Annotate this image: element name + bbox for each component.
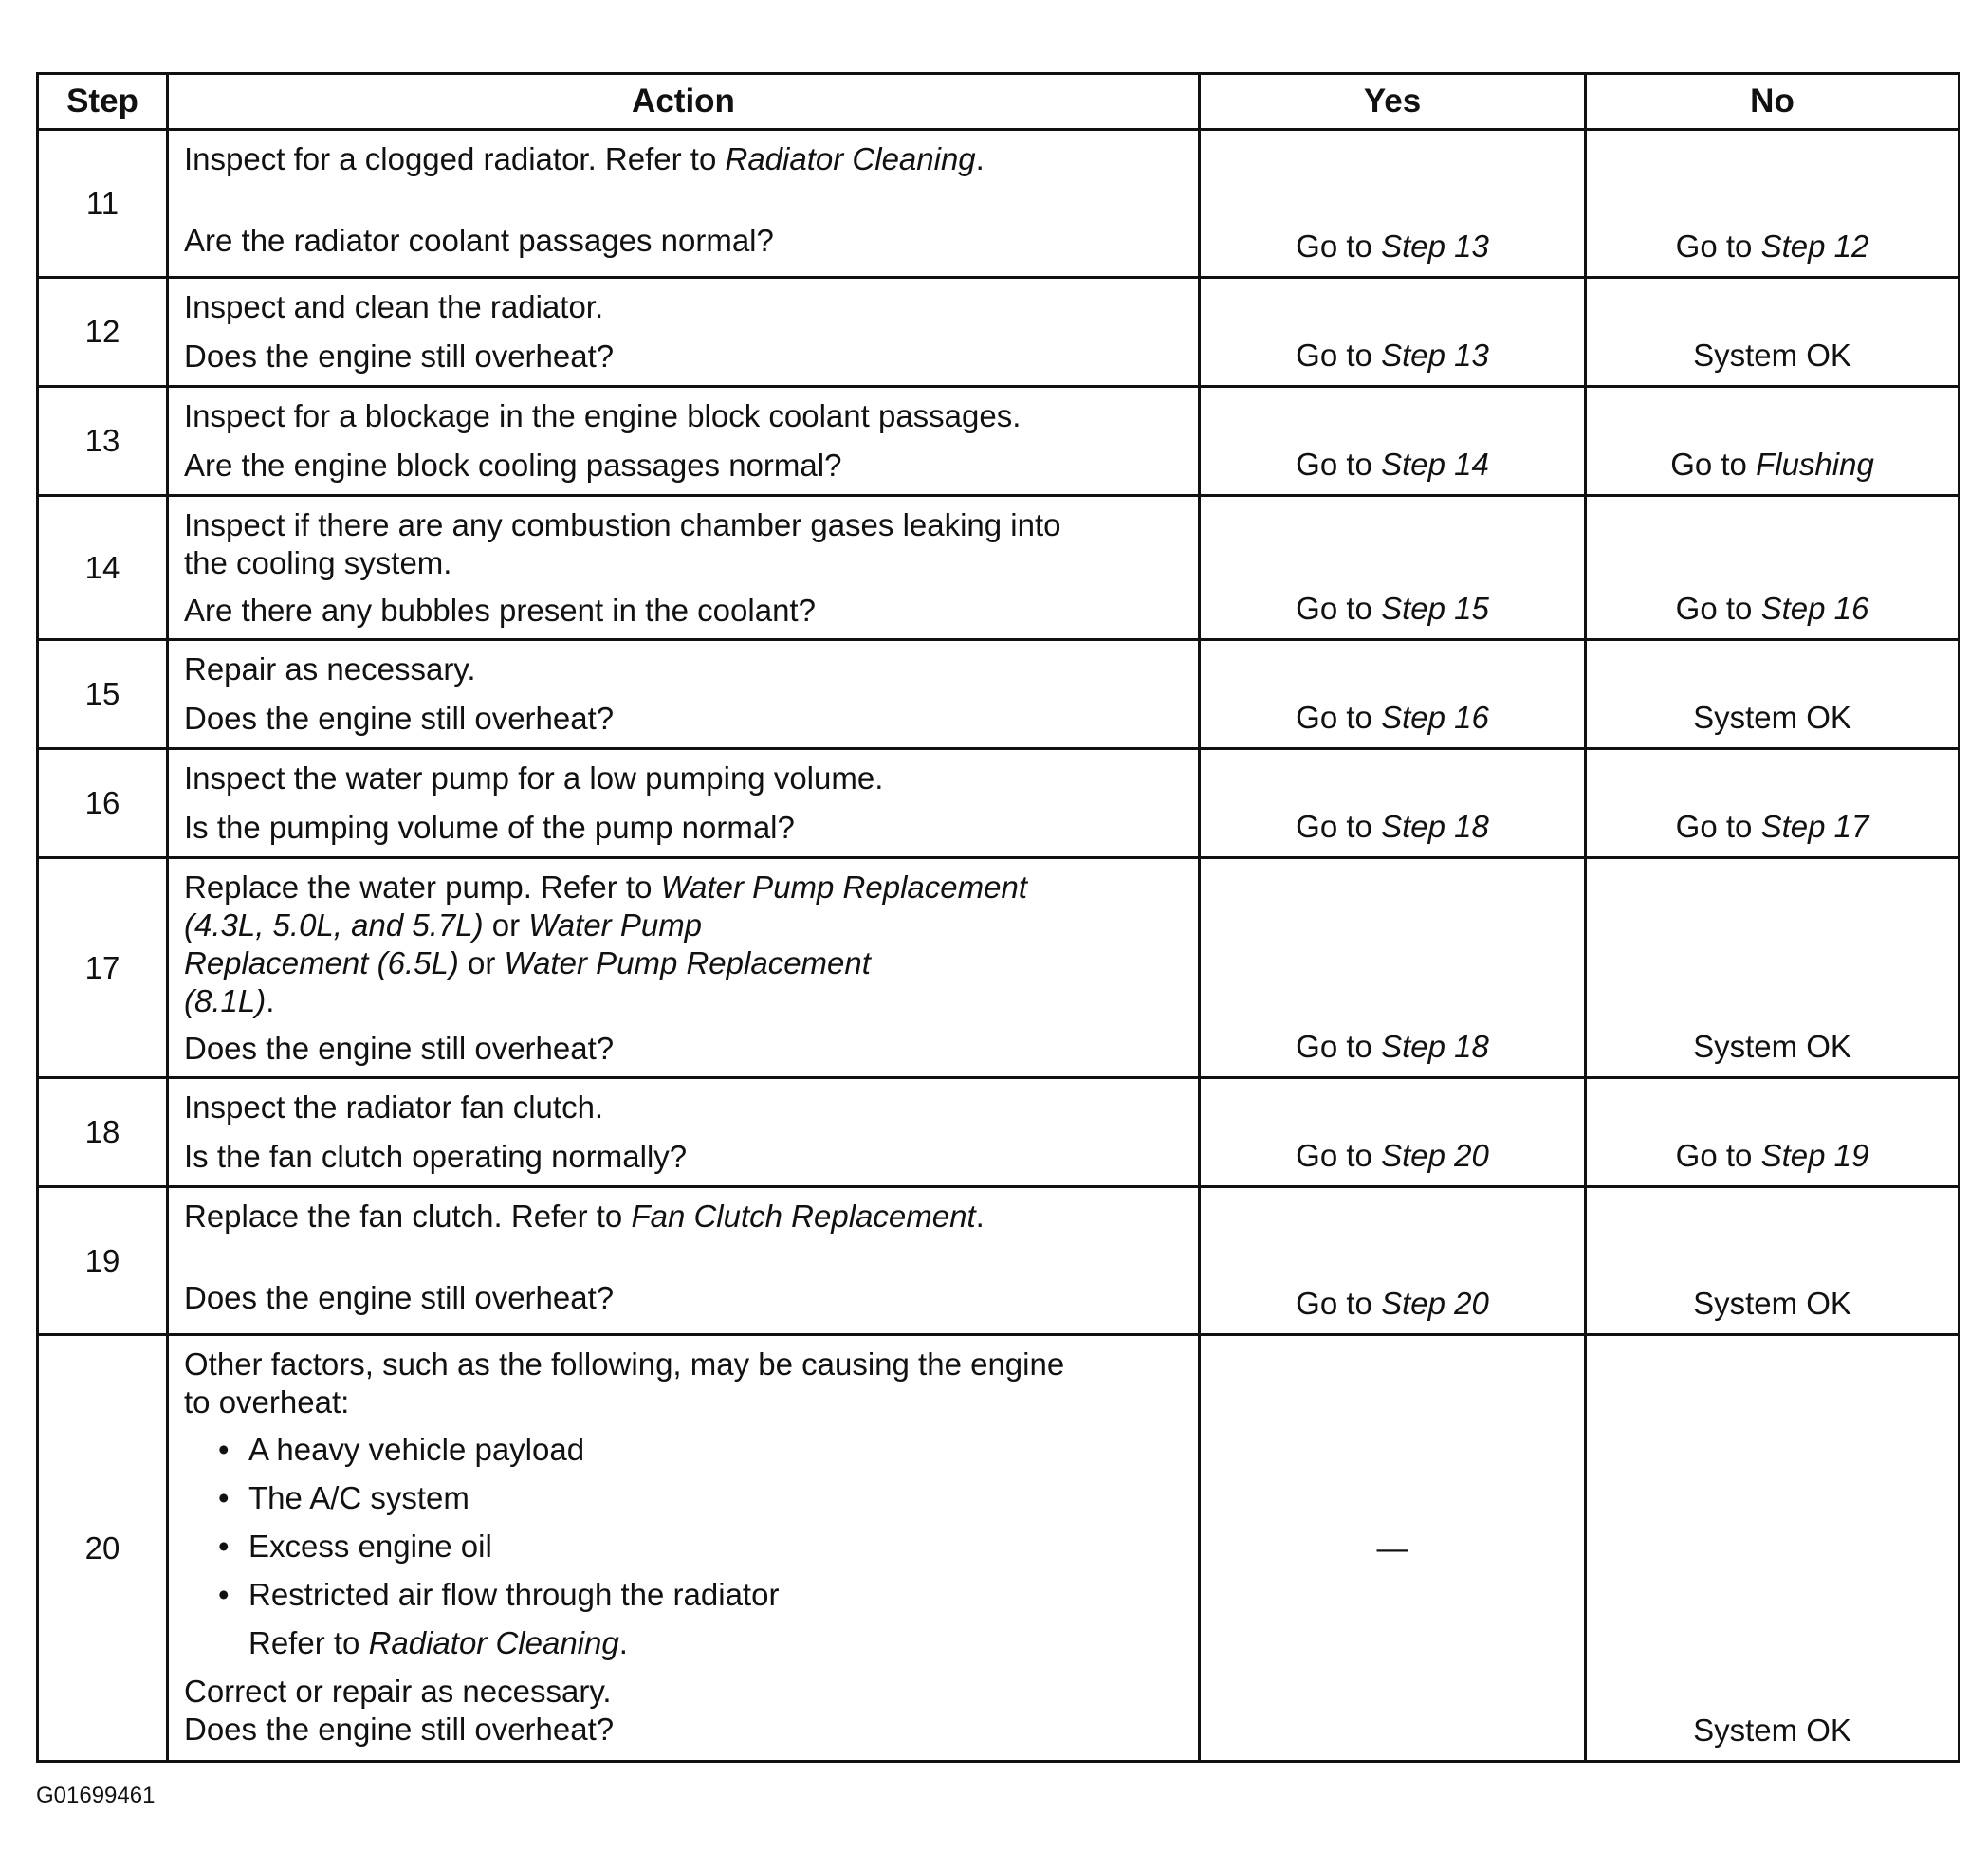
yes-cell: Go to Step 13 bbox=[1200, 278, 1586, 387]
action-cell bbox=[168, 1187, 1200, 1335]
yes-cell: Go to Step 15 bbox=[1200, 496, 1586, 640]
action-text: Inspect for a clogged radiator. Refer to Radiator Cleaning. bbox=[184, 141, 985, 176]
action-text: Inspect and clean the radiator. bbox=[184, 289, 604, 324]
table-row bbox=[38, 496, 1960, 640]
no-cell: System OK bbox=[1586, 1187, 1960, 1335]
no-cell: Go to Step 16 bbox=[1586, 496, 1960, 640]
yes-cell: Go to Step 14 bbox=[1200, 387, 1586, 496]
reference-link: Replacement (6.5L) bbox=[184, 945, 459, 980]
no-cell: Go to Flushing bbox=[1586, 387, 1960, 496]
question-text: Does the engine still overheat? bbox=[184, 1712, 615, 1747]
yes-cell: Go to Step 16 bbox=[1200, 640, 1586, 749]
correct-text: Correct or repair as necessary. bbox=[184, 1674, 612, 1709]
action-text: Inspect for a blockage in the engine block coolant passages. bbox=[184, 398, 1022, 433]
table-row bbox=[38, 130, 1960, 278]
step-number: 19 bbox=[38, 1187, 168, 1335]
action-cell bbox=[168, 1078, 1200, 1187]
table-row bbox=[38, 749, 1960, 858]
table-row bbox=[38, 1078, 1960, 1187]
table-row bbox=[38, 1187, 1960, 1335]
action-text: Inspect the radiator fan clutch. bbox=[184, 1090, 604, 1125]
no-cell: System OK bbox=[1586, 278, 1960, 387]
no-cell: Go to Step 17 bbox=[1586, 749, 1960, 858]
header-step: Step bbox=[38, 74, 168, 130]
no-cell: System OK bbox=[1586, 1335, 1960, 1762]
question-text: Are the engine block cooling passages normal? bbox=[184, 448, 842, 483]
action-cell bbox=[168, 749, 1200, 858]
step-number: 18 bbox=[38, 1078, 168, 1187]
reference-link: Water Pump bbox=[528, 907, 703, 943]
no-cell: System OK bbox=[1586, 640, 1960, 749]
action-cell bbox=[168, 640, 1200, 749]
step-number: 15 bbox=[38, 640, 168, 749]
reference-link: Water Pump Replacement bbox=[504, 945, 871, 980]
yes-cell: — bbox=[1200, 1335, 1586, 1762]
refer-text: Refer to Radiator Cleaning. bbox=[248, 1625, 628, 1660]
step-number: 14 bbox=[38, 496, 168, 640]
question-text: Does the engine still overheat? bbox=[184, 1280, 615, 1315]
table-header-row bbox=[38, 74, 1960, 130]
header-no: No bbox=[1586, 74, 1960, 130]
step-number: 13 bbox=[38, 387, 168, 496]
yes-cell: Go to Step 18 bbox=[1200, 858, 1586, 1078]
header-yes: Yes bbox=[1200, 74, 1586, 130]
action-text: Inspect if there are any combustion chamber gases leaking into the cooling system. bbox=[184, 507, 1061, 580]
reference-link: (4.3L, 5.0L, and 5.7L) bbox=[184, 907, 484, 943]
question-text: Are the radiator coolant passages normal? bbox=[184, 223, 774, 258]
question-text: Are there any bubbles present in the coolant? bbox=[184, 593, 816, 628]
table-row bbox=[38, 387, 1960, 496]
figure-id: G01699461 bbox=[36, 1783, 156, 1808]
list-item: • A heavy vehicle payload bbox=[248, 1425, 1185, 1474]
reference-link: (8.1L) bbox=[184, 983, 267, 1018]
action-cell bbox=[168, 858, 1200, 1078]
list-item: • Restricted air flow through the radiator bbox=[248, 1570, 1185, 1619]
yes-cell: Go to Step 20 bbox=[1200, 1078, 1586, 1187]
reference-link: Radiator Cleaning bbox=[368, 1625, 619, 1660]
question-text: Is the pumping volume of the pump normal? bbox=[184, 810, 795, 845]
step-number: 20 bbox=[38, 1335, 168, 1762]
header-action: Action bbox=[168, 74, 1200, 130]
action-text: Replace the water pump. Refer to Water Pump Replacement (4.3L, 5.0L, and 5.7L) or Water Pump Replacement (6.5L) or Water Pump Replacement (8.1L). bbox=[184, 870, 1027, 1018]
yes-cell: Go to Step 20 bbox=[1200, 1187, 1586, 1335]
step-number: 16 bbox=[38, 749, 168, 858]
yes-cell: Go to Step 13 bbox=[1200, 130, 1586, 278]
diagnostic-document bbox=[36, 72, 1958, 1763]
action-text: Inspect the water pump for a low pumping volume. bbox=[184, 760, 884, 796]
no-cell: System OK bbox=[1586, 858, 1960, 1078]
table-row bbox=[38, 1335, 1960, 1762]
question-text: Does the engine still overheat? bbox=[184, 1031, 615, 1066]
question-text: Does the engine still overheat? bbox=[184, 701, 615, 736]
action-text: Other factors, such as the following, may be causing the engine to overheat: bbox=[184, 1346, 1065, 1419]
action-text: Replace the fan clutch. Refer to Fan Clutch Replacement. bbox=[184, 1199, 985, 1234]
list-item: • Excess engine oil bbox=[248, 1522, 1185, 1570]
yes-cell: Go to Step 18 bbox=[1200, 749, 1586, 858]
action-text: Repair as necessary. bbox=[184, 651, 476, 687]
action-cell bbox=[168, 130, 1200, 278]
reference-link: Water Pump Replacement bbox=[660, 870, 1027, 905]
table-row bbox=[38, 278, 1960, 387]
question-text: Is the fan clutch operating normally? bbox=[184, 1139, 688, 1174]
action-cell bbox=[168, 1335, 1200, 1762]
step-number: 17 bbox=[38, 858, 168, 1078]
action-cell bbox=[168, 278, 1200, 387]
table-row bbox=[38, 858, 1960, 1078]
step-number: 11 bbox=[38, 130, 168, 278]
diagnostic-table bbox=[36, 72, 1960, 1763]
table-row bbox=[38, 640, 1960, 749]
list-item: • The A/C system bbox=[248, 1474, 1185, 1522]
no-cell: Go to Step 12 bbox=[1586, 130, 1960, 278]
factor-list bbox=[184, 1425, 1185, 1619]
action-cell bbox=[168, 387, 1200, 496]
reference-link: Fan Clutch Replacement bbox=[631, 1199, 976, 1234]
question-text: Does the engine still overheat? bbox=[184, 339, 615, 374]
no-cell: Go to Step 19 bbox=[1586, 1078, 1960, 1187]
reference-link: Radiator Cleaning bbox=[725, 141, 976, 176]
step-number: 12 bbox=[38, 278, 168, 387]
action-cell bbox=[168, 496, 1200, 640]
